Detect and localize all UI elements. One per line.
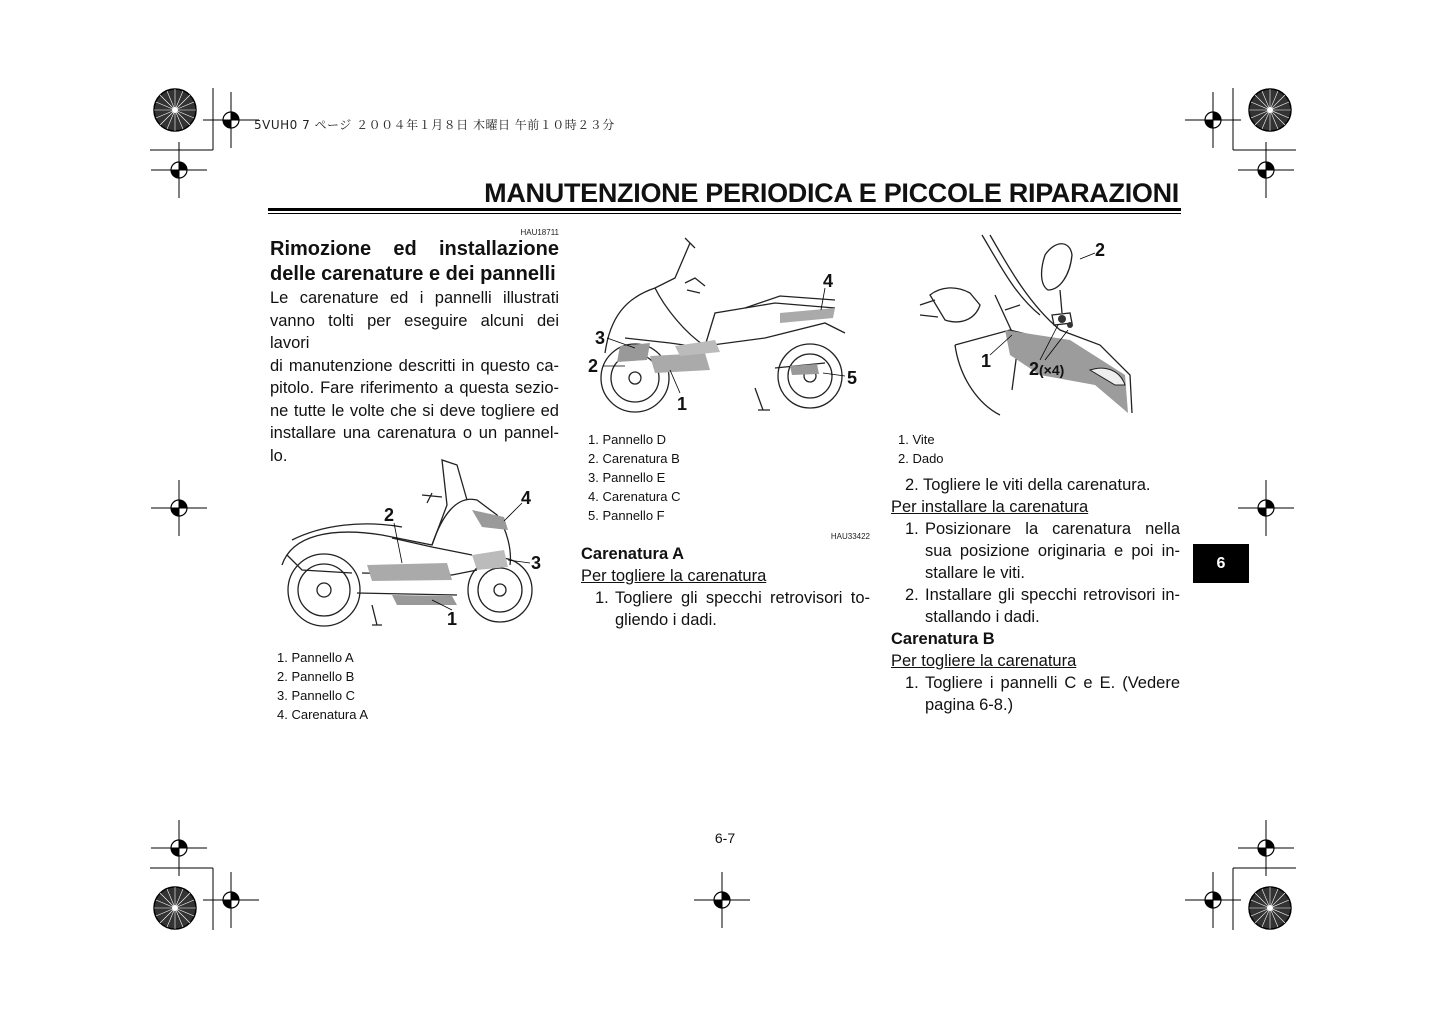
title-rule-thin: [268, 213, 1181, 214]
remove-fairing-b-subheading: Per togliere la carenatura: [891, 652, 1077, 670]
caption-item: 1. Pannello D: [588, 432, 667, 447]
caption-item: 3. Pannello E: [588, 470, 666, 485]
install-fairing-subheading: Per installare la carenatura: [891, 498, 1089, 516]
callout-number: 2: [1029, 359, 1040, 379]
figure3-callout-2x4: [1029, 359, 1064, 380]
figure3-callout-1: 1: [981, 351, 992, 371]
figure3-captions: [898, 430, 944, 468]
step-number: 1.: [595, 589, 609, 607]
figure2-captions: [588, 430, 681, 525]
reference-code: HAU33422: [830, 532, 870, 541]
figure2-callout-2: 2: [588, 356, 599, 376]
step-number: 1.: [905, 520, 919, 538]
caption-item: 1. Vite: [898, 432, 935, 447]
body-line: vanno tolti per eseguire alcuni dei lavori: [270, 311, 559, 352]
column-1: [270, 228, 559, 467]
body-line: Le carenature ed i pannelli illustrati: [270, 289, 559, 307]
caption-item: 1. Pannello A: [277, 650, 354, 665]
figure2-callout-4: 4: [823, 271, 834, 291]
body-line: ne tutte le volte che si deve togliere ed: [270, 401, 559, 420]
body-line: lo.: [270, 446, 288, 465]
step-line: gliendo i dadi.: [615, 611, 717, 629]
caption-item: 2. Pannello B: [277, 669, 355, 684]
install-step-2: [891, 584, 1180, 628]
step-number: 1.: [905, 674, 919, 692]
caption-item: 4. Carenatura C: [588, 489, 681, 504]
title-rule: [268, 208, 1181, 211]
section-heading-line2: delle carenature e dei pannelli: [270, 263, 556, 285]
caption-item: 2. Carenatura B: [588, 451, 680, 466]
column-3-text: [891, 474, 1180, 716]
figure2-callout-5: 5: [847, 368, 858, 388]
body-line: installare una carenatura o un pannel-: [270, 424, 559, 442]
section-heading-line1: Rimozione ed installazione: [270, 238, 559, 260]
body-line: pitolo. Fare riferimento a questa sezio-: [270, 379, 559, 397]
step-line: Installare gli specchi retrovisori in-: [925, 586, 1180, 604]
reference-code: HAU18711: [520, 228, 559, 237]
remove-b-step-1: [891, 672, 1180, 716]
print-header: 5VUH0 7 ページ ２００４年１月８日 木曜日 午前１０時２３分: [254, 118, 615, 132]
figure1-captions: [277, 648, 368, 724]
remove-fairing-subheading: Per togliere la carenatura: [581, 567, 767, 585]
step-line: pagina 6-8.): [925, 696, 1014, 714]
carenatura-a-heading: Carenatura A: [581, 545, 685, 563]
step-line: Togliere gli specchi retrovisori to-: [615, 589, 870, 607]
step-line: stallando i dadi.: [925, 608, 1040, 626]
remove-step-1: [581, 587, 870, 631]
scooter-left-side-illustration: [272, 455, 562, 635]
figure2-callout-1: 1: [677, 394, 688, 414]
intro-paragraph: [270, 287, 559, 467]
install-step-1: [891, 518, 1180, 584]
step-line: Posizionare la carenatura nella: [925, 520, 1180, 538]
chapter-tab: 6: [1193, 544, 1249, 583]
page-title: MANUTENZIONE PERIODICA E PICCOLE RIPARAZIONI: [484, 178, 1179, 208]
figure1-callout-1: 1: [447, 609, 458, 629]
scooter-right-side-illustration: [595, 238, 865, 418]
step-number: 2.: [905, 586, 919, 604]
step-line: sua posizione originaria e poi in-: [925, 542, 1180, 560]
step-line: Togliere i pannelli C e E. (Vedere: [925, 674, 1180, 692]
caption-item: 2. Dado: [898, 451, 944, 466]
step-line: stallare le viti.: [925, 564, 1025, 582]
figure1-callout-2: 2: [384, 505, 395, 525]
caption-item: 3. Pannello C: [277, 688, 356, 703]
carenatura-b-heading: Carenatura B: [891, 630, 995, 648]
mirror-fairing-detail-illustration: [920, 235, 1140, 420]
figure2-callout-3: 3: [595, 328, 606, 348]
remove-step-2: 2. Togliere le viti della carenatura.: [905, 476, 1151, 494]
caption-item: 5. Pannello F: [588, 508, 665, 523]
column-2-text: [581, 532, 870, 631]
figure1-callout-4: 4: [521, 488, 532, 508]
caption-item: 4. Carenatura A: [277, 707, 369, 722]
page-number: 6-7: [714, 830, 736, 846]
callout-multiplier: (×4): [1039, 362, 1065, 378]
figure1-callout-3: 3: [531, 553, 542, 573]
body-line: di manutenzione descritti in questo ca-: [270, 356, 559, 375]
figure3-callout-2-mirror: 2: [1095, 240, 1106, 260]
